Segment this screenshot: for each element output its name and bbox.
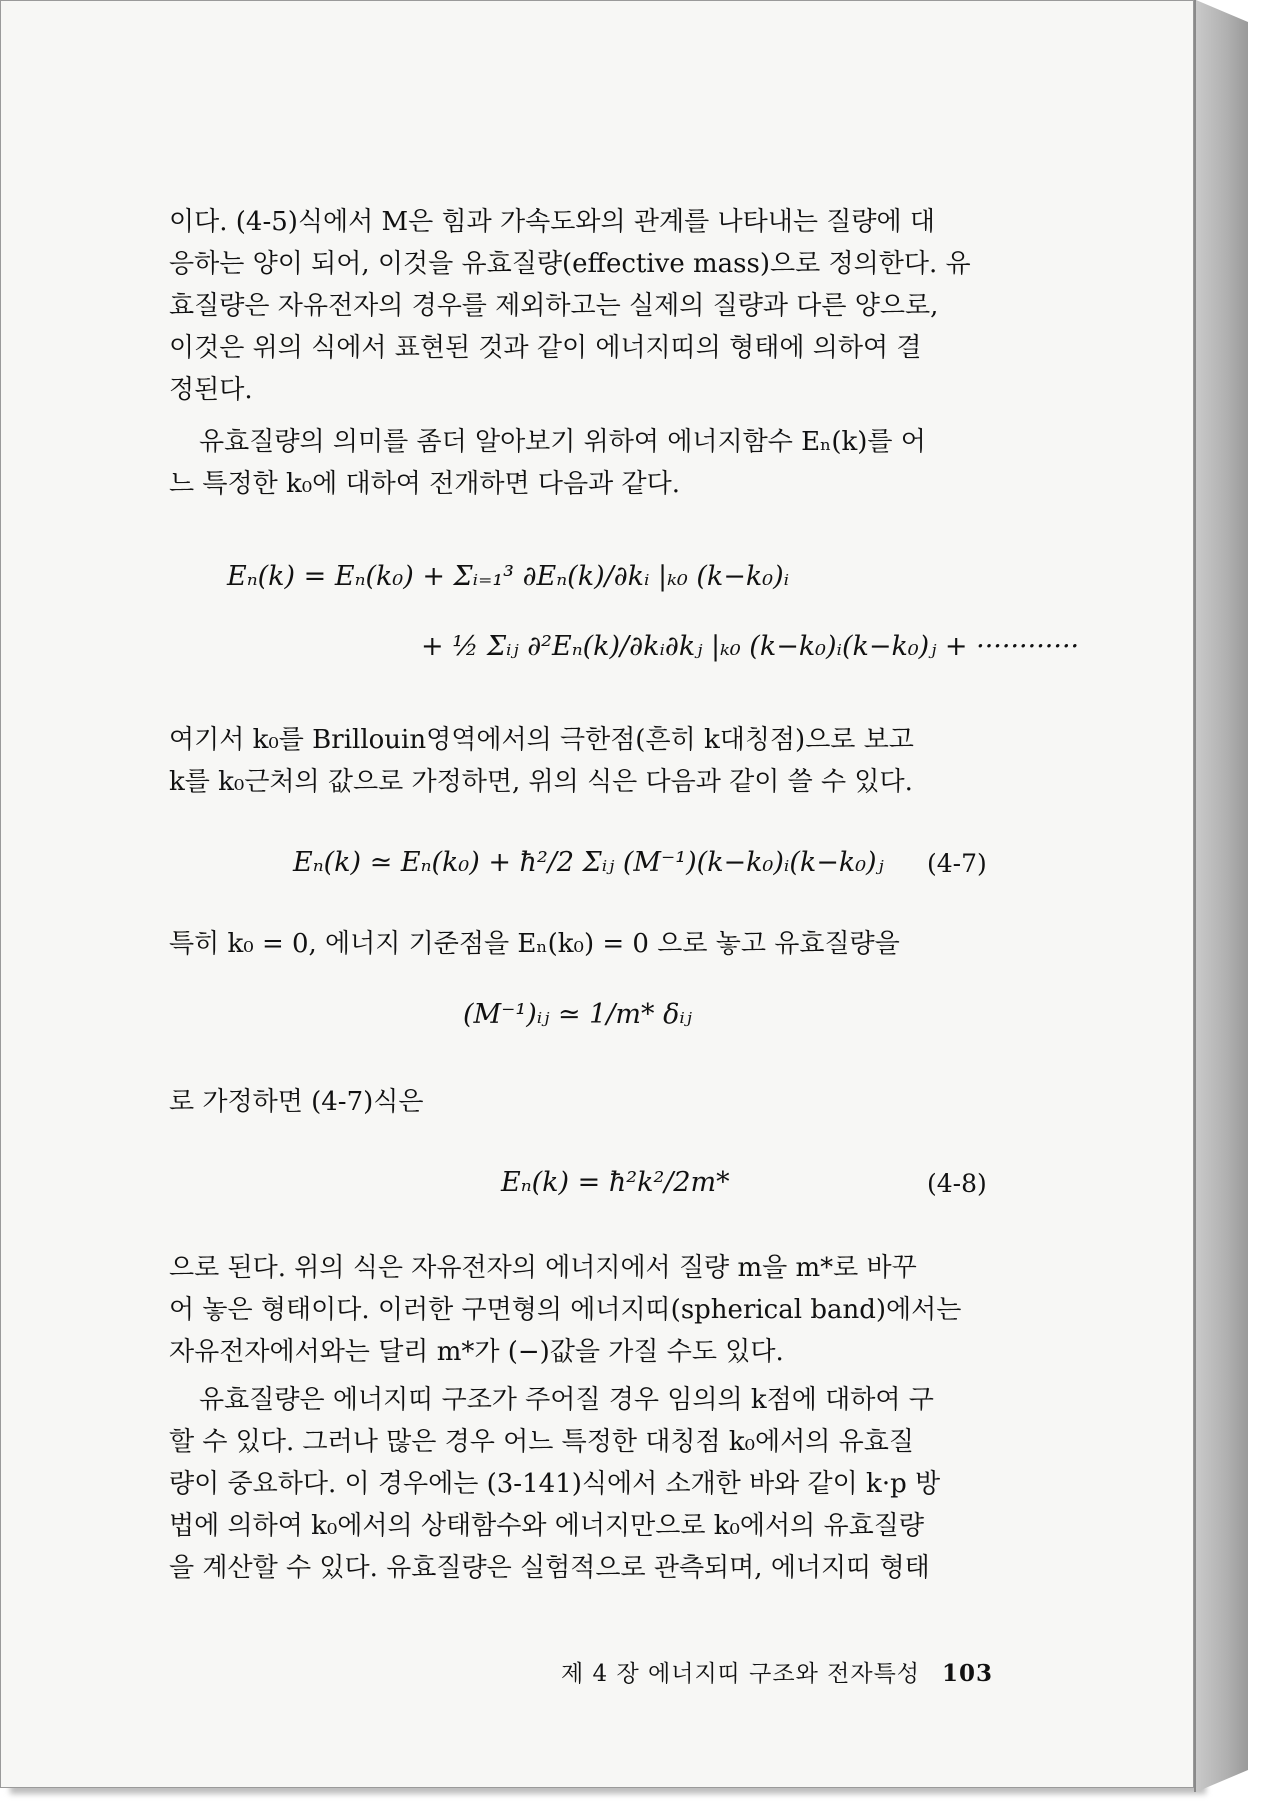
text-line: 량이 중요하다. 이 경우에는 (3-141)식에서 소개한 바와 같이 k·p 방	[169, 1469, 941, 1499]
text-line: 이것은 위의 식에서 표현된 것과 같이 에너지띠의 형태에 의하여 결	[169, 333, 922, 363]
equation-number-4-8: (4-8)	[927, 1169, 987, 1198]
paragraph-4	[169, 923, 1015, 965]
text-line: 을 계산할 수 있다. 유효질량은 실험적으로 관측되며, 에너지띠 형태	[169, 1553, 930, 1583]
text-line: 으로 된다. 위의 식은 자유전자의 에너지에서 질량 m을 m*로 바꾸	[169, 1253, 917, 1283]
text-line: 느 특정한 k₀에 대하여 전개하면 다음과 같다.	[169, 469, 681, 499]
paragraph-1	[169, 201, 1015, 411]
paragraph-3	[169, 719, 1015, 803]
paragraph-6	[169, 1247, 1015, 1373]
equation-expansion-line-1: Eₙ(k) = Eₙ(k₀) + Σᵢ₌₁³ ∂Eₙ(k)/∂kᵢ |ₖ₀ (k−k₀)ᵢ	[227, 561, 790, 592]
text-line: 로 가정하면 (4-7)식은	[169, 1087, 424, 1117]
text-line: 유효질량은 에너지띠 구조가 주어질 경우 임의의 k점에 대하여 구	[199, 1385, 934, 1415]
paragraph-7	[169, 1379, 1015, 1589]
page-number: 103	[942, 1660, 994, 1687]
equation-effective-mass: (M⁻¹)ᵢⱼ ≃ 1/m* δᵢⱼ	[463, 999, 692, 1030]
equation-4-8: Eₙ(k) = ħ²k²/2m*	[501, 1167, 730, 1198]
text-line: 자유전자에서와는 달리 m*가 (−)값을 가질 수도 있다.	[169, 1337, 784, 1367]
paragraph-2	[169, 421, 1015, 505]
book-spine	[1196, 0, 1248, 1792]
text-line: 특히 k₀ = 0, 에너지 기준점을 Eₙ(k₀) = 0 으로 놓고 유효질량을	[169, 929, 900, 959]
text-line: 효질량은 자유전자의 경우를 제외하고는 실제의 질량과 다른 양으로,	[169, 291, 939, 321]
text-line: 할 수 있다. 그러나 많은 경우 어느 특정한 대칭점 k₀에서의 유효질	[169, 1427, 914, 1457]
text-line: 여기서 k₀를 Brillouin영역에서의 극한점(흔히 k대칭점)으로 보고	[169, 725, 914, 755]
equation-expansion-line-2: + ½ Σᵢⱼ ∂²Eₙ(k)/∂kᵢ∂kⱼ |ₖ₀ (k−k₀)ᵢ(k−k₀)ⱼ + ············	[421, 631, 1080, 662]
text-line: 법에 의하여 k₀에서의 상태함수와 에너지만으로 k₀에서의 유효질량	[169, 1511, 924, 1541]
text-line: 유효질량의 의미를 좀더 알아보기 위하여 에너지함수 Eₙ(k)를 어	[199, 427, 926, 457]
page-edge	[1194, 0, 1196, 1792]
text-line: 어 놓은 형태이다. 이러한 구면형의 에너지띠(spherical band)에서는	[169, 1295, 962, 1325]
page-footer	[561, 1655, 993, 1688]
text-line: k를 k₀근처의 값으로 가정하면, 위의 식은 다음과 같이 쓸 수 있다.	[169, 767, 913, 797]
text-line: 응하는 양이 되어, 이것을 유효질량(effective mass)으로 정의한다. 유	[169, 249, 971, 279]
text-line: 정된다.	[169, 375, 253, 405]
equation-number-4-7: (4-7)	[927, 849, 987, 878]
chapter-title: 제 4 장 에너지띠 구조와 전자특성	[561, 1661, 921, 1687]
equation-4-7: Eₙ(k) ≃ Eₙ(k₀) + ħ²/2 Σᵢⱼ (M⁻¹)(k−k₀)ᵢ(k−k₀)ⱼ	[293, 847, 884, 878]
text-line: 이다. (4-5)식에서 M은 힘과 가속도와의 관계를 나타내는 질량에 대	[169, 207, 935, 237]
paragraph-5	[169, 1081, 1015, 1123]
